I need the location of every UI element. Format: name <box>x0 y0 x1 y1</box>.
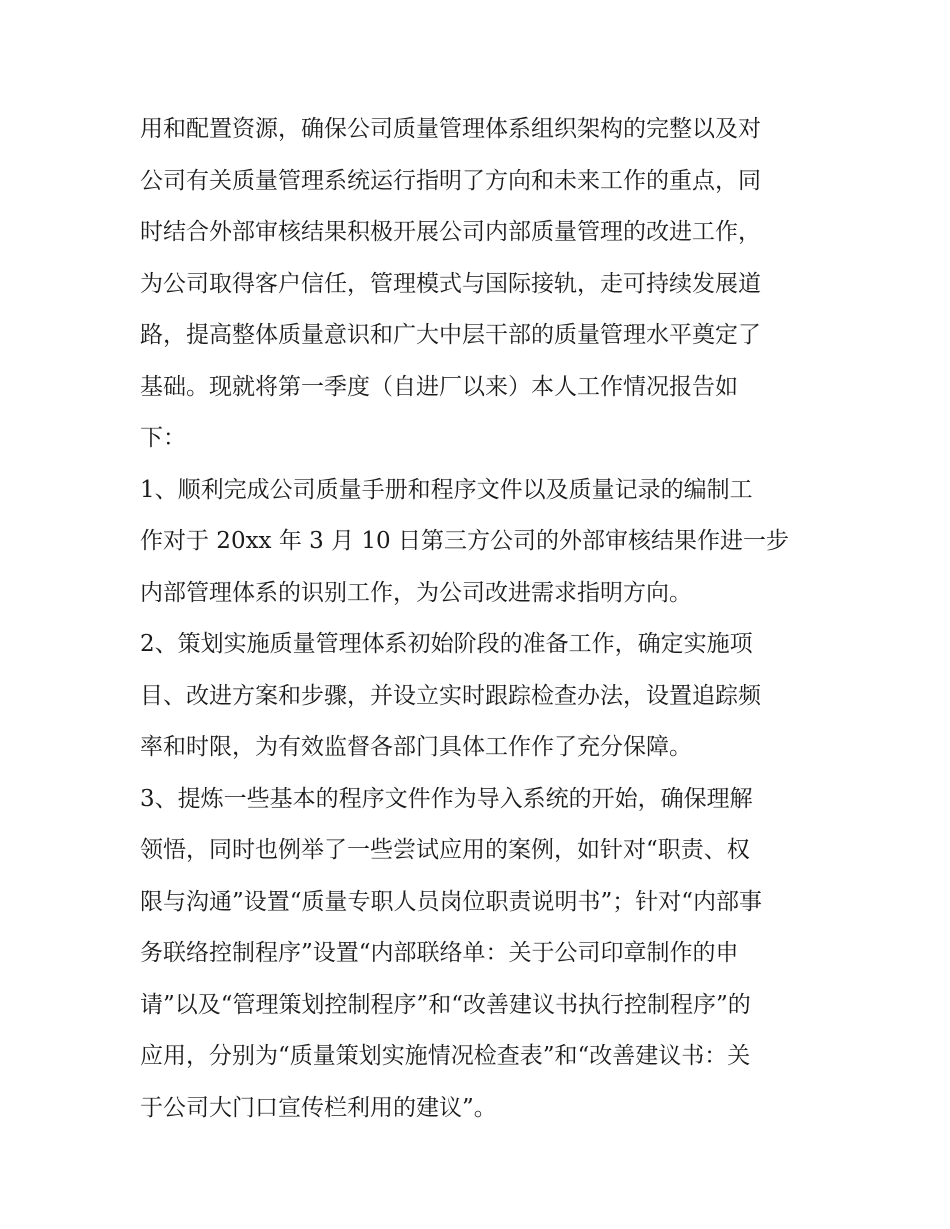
text-line: 率和时限，为有效监督各部门具体工作作了充分保障。 <box>140 734 692 760</box>
text-line: 路，提高整体质量意识和广大中层干部的质量管理水平奠定了 <box>140 322 761 348</box>
text-line: 务联络控制程序”设置“内部联络单：关于公司印章制作的申 <box>140 940 739 966</box>
text-line: 目、改进方案和步骤，并设立实时跟踪检查办法，设置追踪频 <box>140 682 761 709</box>
text-line: 内部管理体系的识别工作，为公司改进需求指明方向。 <box>140 579 692 606</box>
text-line: 公司有关质量管理系统运行指明了方向和未来工作的重点，同 <box>140 167 761 194</box>
text-line: 限与沟通”设置“质量专职人员岗位职责说明书”；针对“内部事 <box>140 888 763 915</box>
text-line: 3、提炼一些基本的程序文件作为导入系统的开始，确保理解 <box>140 785 753 812</box>
text-line: 应用，分别为“质量策划实施情况检查表”和“改善建议书：关 <box>140 1043 751 1069</box>
text-line: 下： <box>140 425 186 451</box>
text-line: 请”以及“管理策划控制程序”和“改善建议书执行控制程序”的 <box>140 991 751 1018</box>
text-line: 基础。现就将第一季度（自进厂以来）本人工作情况报告如 <box>140 373 738 400</box>
text-line: 于公司大门口宣传栏利用的建议”。 <box>140 1094 497 1121</box>
text-line: 用和配置资源，确保公司质量管理体系组织架构的完整以及对 <box>140 116 761 142</box>
text-line: 领悟，同时也例举了一些尝试应用的案例，如针对“职责、权 <box>140 837 750 863</box>
text-line: 为公司取得客户信任，管理模式与国际接轨，走可持续发展道 <box>140 270 761 297</box>
document-body <box>140 104 820 1134</box>
text-line: 时结合外部审核结果积极开展公司内部质量管理的改进工作， <box>140 219 761 245</box>
text-line: 1、顺利完成公司质量手册和程序文件以及质量记录的编制工 <box>140 476 753 503</box>
text-line: 作对于 20xx 年 3 月 10 日第三方公司的外部审核结果作进一步 <box>140 528 789 554</box>
text-line: 2、策划实施质量管理体系初始阶段的准备工作，确定实施项 <box>140 631 753 657</box>
